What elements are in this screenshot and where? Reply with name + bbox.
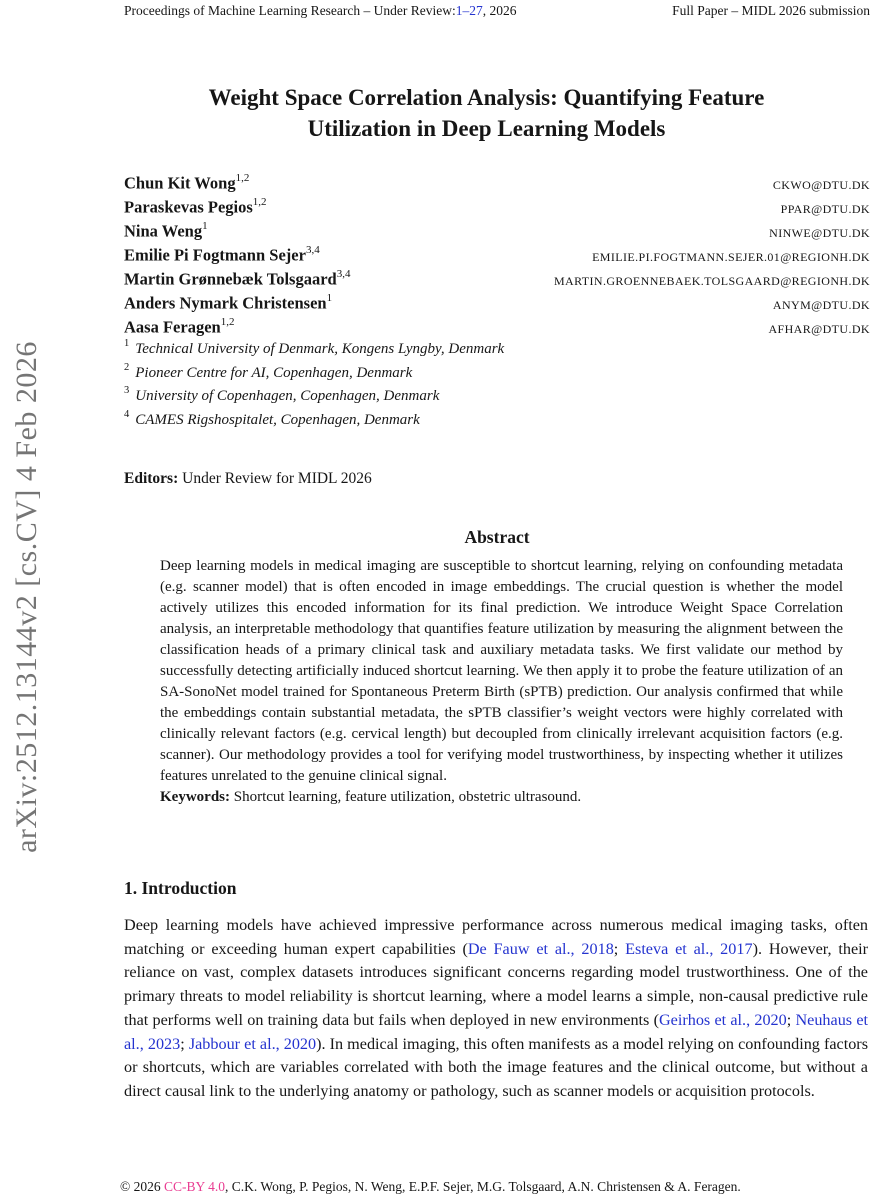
author-email-link[interactable]: CKWO@DTU.DK: [772, 177, 870, 192]
affiliation-sup: 2: [124, 361, 130, 373]
author-affil-sup: 3,4: [305, 244, 320, 256]
author-name: [124, 221, 208, 242]
affiliation-row: [124, 363, 870, 387]
paragraph-text-segment: ;: [613, 939, 626, 958]
affiliation-sup: 3: [124, 385, 130, 396]
cc-by-license-link[interactable]: CC-BY 4.0: [164, 1179, 226, 1194]
author-affil-sup: 1,2: [235, 172, 250, 184]
author-affil-sup: 1,2: [220, 316, 235, 328]
affiliation-text: CAMES Rigshospitalet, Copenhagen, Denmark: [135, 411, 420, 428]
author-name-text: Anders Nymark Christensen: [124, 293, 327, 313]
author-name: [124, 197, 267, 218]
footer-authors-text: , C.K. Wong, P. Pegios, N. Weng, E.P.F. Sejer, M.G. Tolsgaard, A.N. Christensen & A. Feragen.: [225, 1179, 741, 1194]
keywords-line: [160, 787, 843, 808]
author-row: [124, 173, 870, 197]
affiliation-row: [124, 339, 870, 363]
author-affil-sup: 1,2: [252, 196, 267, 208]
citation-link[interactable]: Neuhaus et al., 2023: [124, 1010, 868, 1053]
author-name: [124, 269, 350, 290]
author-email-link[interactable]: EMILIE.PI.FOGTMANN.SEJER.01@REGIONH.DK: [592, 249, 870, 264]
author-name-text: Emilie Pi Fogtmann Sejer: [124, 245, 306, 265]
affiliation-text: University of Copenhagen, Copenhagen, Denmark: [135, 388, 440, 404]
author-row: [124, 269, 870, 293]
paper-title-line2: Utilization in Deep Learning Models: [307, 116, 666, 141]
paragraph-text-segment: ). However, their reliance on vast, complex datasets introduces significant concerns regarding model trustworthiness. One of the primary threats to model reliability is shortcut learning, where a model learns a simple, non-causal predictive rule that performs well on training data but fails when deployed in new environments (: [124, 939, 869, 1029]
header-journal-text: Proceedings of Machine Learning Research – Under Review:: [124, 3, 456, 18]
author-name: [124, 173, 249, 194]
author-affil-sup: 1: [202, 220, 208, 232]
header-right: Full Paper – MIDL 2026 submission: [672, 3, 870, 18]
editors-label: Editors:: [124, 470, 179, 487]
paragraph-text-segment: ;: [786, 1010, 796, 1029]
intro-paragraph: [124, 914, 868, 1104]
citation-link[interactable]: Geirhos et al., 2020: [658, 1010, 787, 1029]
header-page-range-link[interactable]: 1–27: [455, 3, 483, 18]
author-name-text: Martin Grønnebæk Tolsgaard: [124, 269, 337, 289]
author-name-text: Aasa Feragen: [124, 317, 221, 337]
author-row: [124, 197, 870, 221]
editors-line: [124, 470, 870, 488]
author-email-link[interactable]: ANYM@DTU.DK: [772, 297, 870, 312]
author-affil-sup: 1: [326, 292, 333, 304]
paragraph-text-segment: ). In medical imaging, this often manifests as a model relying on confounding factors or shortcuts, which are variables correlated with both the image features and the clinical outcome, but without a direct causal link to the underlying anatomy or pathology, such as scanner models or acquisition protocols.: [124, 1034, 868, 1100]
author-name-text: Paraskevas Pegios: [124, 197, 253, 217]
author-block: [124, 173, 870, 341]
header-left: [124, 3, 517, 19]
arxiv-watermark: arXiv:2512.13144v2 [cs.CV] 4 Feb 2026: [10, 341, 43, 853]
author-email-link[interactable]: NINWE@DTU.DK: [769, 225, 870, 240]
paper-title-line1: Weight Space Correlation Analysis: Quantifying Feature: [208, 85, 765, 110]
paper-title: [100, 82, 873, 144]
paragraph-text-segment: Deep learning models have achieved impressive performance across numerous medical imaging tasks, often matching or exceeding human expert capabilities (: [124, 916, 868, 958]
author-name: [124, 293, 332, 314]
author-name: [124, 245, 320, 266]
author-email-link[interactable]: PPAR@DTU.DK: [780, 201, 870, 216]
affiliation-text: Pioneer Centre for AI, Copenhagen, Denmark: [135, 364, 413, 381]
citation-link[interactable]: Esteva et al., 2017: [625, 939, 753, 958]
keywords-text: Shortcut learning, feature utilization, obstetric ultrasound.: [230, 789, 582, 805]
author-name-text: Chun Kit Wong: [124, 173, 236, 193]
keywords-label: Keywords:: [160, 789, 230, 805]
affiliation-row: [124, 410, 870, 434]
author-affil-sup: 3,4: [336, 268, 351, 280]
footer-copyright-line: [120, 1179, 870, 1195]
running-header: [124, 3, 870, 19]
paragraph-text-segment: ;: [180, 1034, 189, 1053]
section-1-heading: 1. Introduction: [124, 878, 237, 898]
author-email-link[interactable]: AFHAR@DTU.DK: [768, 321, 870, 336]
affiliation-block: [124, 339, 870, 433]
abstract-text: Deep learning models in medical imaging are susceptible to shortcut learning, relying on confounding metadata (e.g. scanner model) that is often encoded in image embeddings. The crucial question is whether the model actively utilizes this encoded information for its final prediction. We introduce Weight Space Correlation analysis, an interpretable methodology that quantifies feature utilization by measuring the alignment between the classification heads of a primary clinical task and auxiliary metadata tasks. We first validate our method by successfully detecting artificially induced shortcut learning. We then apply it to probe the feature utilization of an SA-SonoNet model trained for Spontaneous Preterm Birth (sPTB) prediction. Our analysis confirmed that while the embeddings contain substantial metadata, the sPTB classifier’s weight vectors were highly correlated with clinically relevant factors (e.g. cervical length) but decoupled from clinically irrelevant acquisition factors (e.g. scanner). Our methodology provides a tool for verifying model trustworthiness, by inspecting whether it utilizes features unrelated to the genuine clinical signal.: [160, 558, 843, 784]
author-row: [124, 317, 870, 341]
abstract-heading: Abstract: [464, 527, 530, 547]
abstract-body: [160, 556, 843, 808]
author-row: [124, 293, 870, 317]
header-year-text: , 2026: [482, 3, 517, 18]
author-row: [124, 245, 870, 269]
affiliation-row: [124, 386, 870, 410]
affiliation-sup: 1: [124, 338, 130, 349]
author-email-link[interactable]: MARTIN.GROENNEBAEK.TOLSGAARD@REGIONH.DK: [553, 273, 870, 288]
affiliation-text: Technical University of Denmark, Kongens Lyngby, Denmark: [135, 341, 505, 357]
citation-link[interactable]: De Fauw et al., 2018: [467, 939, 614, 958]
affiliation-sup: 4: [124, 408, 130, 420]
citation-link[interactable]: Jabbour et al., 2020: [188, 1034, 317, 1053]
editors-text: Under Review for MIDL 2026: [178, 470, 372, 487]
copyright-text: © 2026: [120, 1179, 165, 1194]
author-row: [124, 221, 870, 245]
author-name-text: Nina Weng: [124, 221, 203, 241]
author-name: [124, 317, 234, 338]
